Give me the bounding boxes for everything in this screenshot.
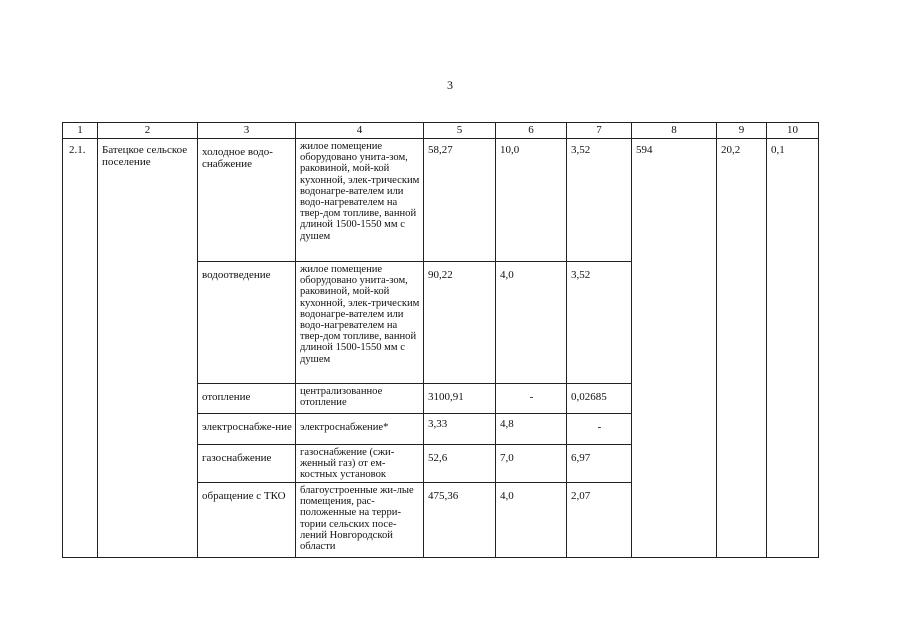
header-cell: 9 [717,123,767,139]
value-col5: 3100,91 [424,384,496,414]
header-cell: 4 [296,123,424,139]
value-col5: 58,27 [424,139,496,262]
value-col6: 4,0 [496,483,567,558]
value-col7: - [567,414,632,445]
service-name: отопление [198,384,296,414]
value-col5: 52,6 [424,445,496,483]
header-row [63,123,819,139]
value-col5: 90,22 [424,262,496,384]
value-col6: 4,0 [496,262,567,384]
service-description: электроснабжение* [296,414,424,445]
header-cell: 7 [567,123,632,139]
value-col6: 4,8 [496,414,567,445]
service-description: централизованное отопление [296,384,424,414]
value-col6: 7,0 [496,445,567,483]
value-col10: 0,1 [767,139,819,558]
service-name: водоотведение [198,262,296,384]
service-name: обращение с ТКО [198,483,296,558]
header-cell: 1 [63,123,98,139]
tariff-table [62,122,819,558]
value-col8: 594 [632,139,717,558]
settlement-name: Батецкое сельское поселение [98,139,198,558]
service-description: благоустроенные жи-лые помещения, рас-положенные на терри-тории сельских посе-лений Новгородской области [296,483,424,558]
value-col7: 3,52 [567,262,632,384]
header-cell: 6 [496,123,567,139]
service-description: газоснабжение (сжи-женный газ) от ем-костных установок [296,445,424,483]
service-description: жилое помещение оборудовано унита-зом, раковиной, мой-кой кухонной, элек-трическим водонагре-вателем или водо-нагревателем на твер-дом топливе, ванной длиной 1500-1550 мм с душем [296,262,424,384]
value-col5: 3,33 [424,414,496,445]
value-col7: 2,07 [567,483,632,558]
value-col7: 3,52 [567,139,632,262]
value-col7: 6,97 [567,445,632,483]
value-col6: - [496,384,567,414]
service-name: холодное водо-снабжение [198,139,296,262]
value-col5: 475,36 [424,483,496,558]
row-number: 2.1. [63,139,98,558]
value-col6: 10,0 [496,139,567,262]
header-cell: 3 [198,123,296,139]
header-cell: 10 [767,123,819,139]
header-cell: 8 [632,123,717,139]
service-name: газоснабжение [198,445,296,483]
service-name: электроснабже-ние [198,414,296,445]
header-cell: 5 [424,123,496,139]
service-description: жилое помещение оборудовано унита-зом, раковиной, мой-кой кухонной, элек-трическим водонагре-вателем или водо-нагревателем на твер-дом топливе, ванной длиной 1500-1550 мм с душем [296,139,424,262]
page-number: 3 [447,78,453,92]
header-cell: 2 [98,123,198,139]
value-col7: 0,02685 [567,384,632,414]
value-col9: 20,2 [717,139,767,558]
table-row [63,139,819,262]
